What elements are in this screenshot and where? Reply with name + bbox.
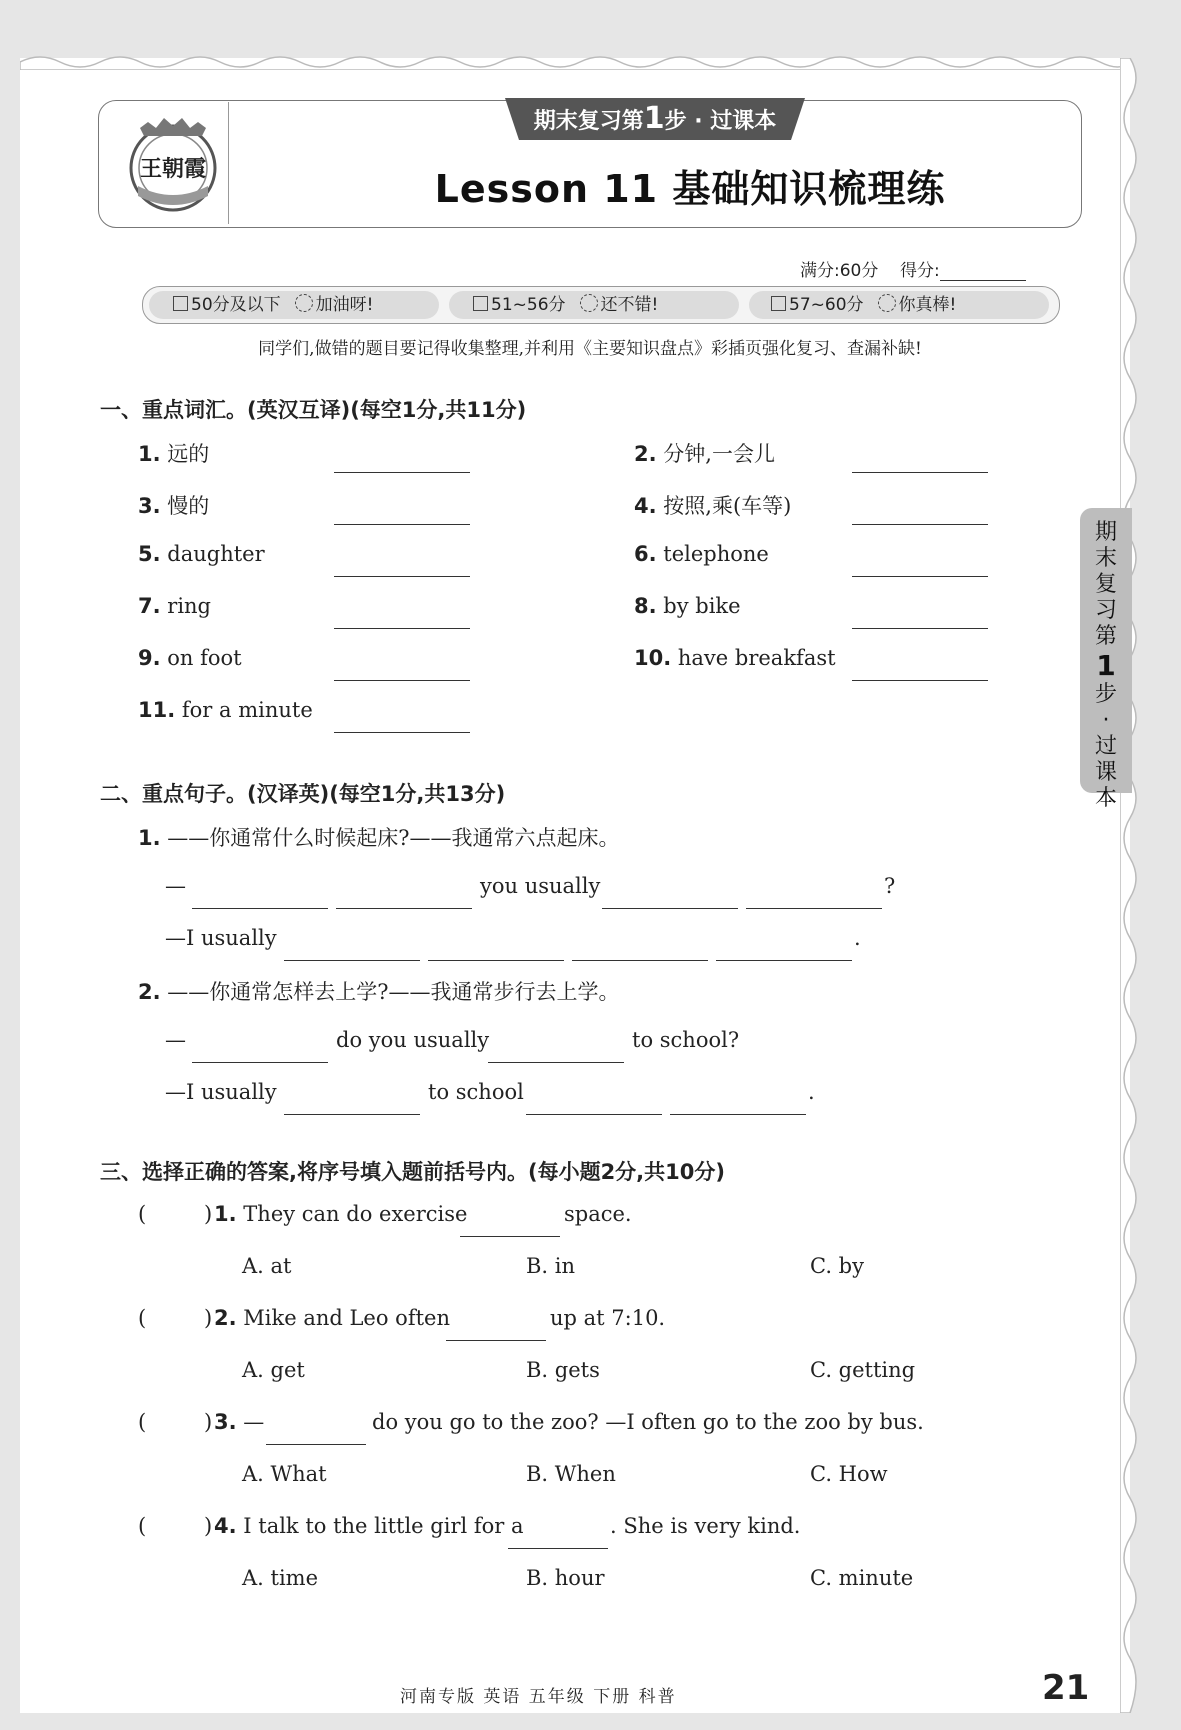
- grade-range: 57~60分: [789, 295, 864, 315]
- grade-option-1[interactable]: [173, 287, 373, 323]
- page-title: Lesson 11 基础知识梳理练: [434, 167, 946, 211]
- mc-q2-paren-open: (: [138, 1306, 147, 1330]
- mc-q4-text: 4. I talk to the little girl for a: [214, 1514, 524, 1538]
- mc-q4-blank[interactable]: [508, 1548, 608, 1549]
- q1-blank-8[interactable]: [716, 960, 852, 961]
- banner-suffix: 步 · 过课本: [664, 109, 777, 134]
- vocab-item-4: 4. 按照,乘(车等): [634, 494, 792, 518]
- footer-info: 河南专版 英语 五年级 下册 科普: [400, 1687, 677, 1707]
- header-divider: [228, 102, 229, 224]
- wavy-border-right: [1120, 58, 1144, 1713]
- vocab-blank-8[interactable]: [852, 628, 988, 629]
- vocab-blank-1[interactable]: [334, 472, 470, 473]
- grade-range: 51~56分: [491, 295, 566, 315]
- mc-q3-option-c[interactable]: C. How: [810, 1462, 888, 1486]
- q1-blank-1[interactable]: [192, 908, 328, 909]
- grade-option-2[interactable]: [473, 287, 658, 323]
- mc-q2-option-b[interactable]: B. gets: [526, 1358, 600, 1382]
- q1-blank-4[interactable]: [746, 908, 882, 909]
- q1-line2-end: .: [854, 926, 861, 950]
- section1-title: 一、重点词汇。(英汉互译)(每空1分,共11分): [100, 398, 527, 422]
- vocab-blank-2[interactable]: [852, 472, 988, 473]
- section2-title: 二、重点句子。(汉译英)(每空1分,共13分): [100, 782, 506, 806]
- vocab-blank-4[interactable]: [852, 524, 988, 525]
- vocab-item-3: 3. 慢的: [138, 494, 210, 518]
- q2-mid-text: do you usually: [336, 1028, 490, 1052]
- mc-q1-option-b[interactable]: B. in: [526, 1254, 576, 1278]
- q1-blank-5[interactable]: [284, 960, 420, 961]
- grade-comment: 你真棒!: [898, 295, 957, 315]
- checkbox-icon[interactable]: [173, 296, 188, 311]
- mc-q1-paren-close: ): [204, 1202, 213, 1226]
- vocab-blank-11[interactable]: [334, 732, 470, 733]
- sentence-q2-line1: —: [165, 1028, 186, 1052]
- sentence-q2-prompt: 2. ——你通常怎样去上学?——我通常步行去上学。: [138, 980, 620, 1004]
- grade-range: 50分及以下: [191, 295, 281, 315]
- mc-q2-option-c[interactable]: C. getting: [810, 1358, 916, 1382]
- vocab-item-9: 9. on foot: [138, 646, 242, 670]
- q2-line2-end: .: [808, 1080, 815, 1104]
- mc-q4-option-a[interactable]: A. time: [242, 1566, 319, 1590]
- page-number: 21: [1042, 1668, 1090, 1708]
- mc-q2-blank[interactable]: [446, 1340, 546, 1341]
- vocab-item-2: 2. 分钟,一会儿: [634, 442, 775, 466]
- mc-q3-paren-open: (: [138, 1410, 147, 1434]
- mc-q2-post: up at 7:10.: [550, 1306, 666, 1330]
- vocab-blank-7[interactable]: [334, 628, 470, 629]
- q1-blank-2[interactable]: [336, 908, 472, 909]
- vocab-item-6: 6. telephone: [634, 542, 769, 566]
- mc-q1-blank[interactable]: [460, 1236, 560, 1237]
- mc-q4-post: . She is very kind.: [610, 1514, 801, 1538]
- checkbox-icon[interactable]: [771, 296, 786, 311]
- mc-q4-paren-open: (: [138, 1514, 147, 1538]
- smiley-icon: [878, 294, 896, 312]
- q1-blank-3[interactable]: [602, 908, 738, 909]
- side-tab-number: 1: [1096, 649, 1116, 682]
- section3-title: 三、选择正确的答案,将序号填入题前括号内。(每小题2分,共10分): [100, 1160, 725, 1184]
- q1-blank-6[interactable]: [428, 960, 564, 961]
- q2-line2-mid: to school: [428, 1080, 524, 1104]
- mc-q3-option-a[interactable]: A. What: [242, 1462, 327, 1486]
- vocab-blank-10[interactable]: [852, 680, 988, 681]
- q2-blank-5[interactable]: [670, 1114, 806, 1115]
- side-tab-text: [1086, 520, 1126, 812]
- mc-q3-paren-close: ): [204, 1410, 213, 1434]
- instruction-note: 同学们,做错的题目要记得收集整理,并利用《主要知识盘点》彩插页强化复习、查漏补缺!: [258, 339, 922, 359]
- brand-logo-text: 王朝霞: [139, 156, 207, 182]
- q2-end-text: to school?: [632, 1028, 740, 1052]
- grade-option-3[interactable]: [771, 287, 956, 323]
- q1-line2-start: —I usually: [165, 926, 277, 950]
- mc-q4-paren-close: ): [204, 1514, 213, 1538]
- sentence-q1-prompt: 1. ——你通常什么时候起床?——我通常六点起床。: [138, 826, 620, 850]
- vocab-item-7: 7. ring: [138, 594, 212, 618]
- mc-q3-post: do you go to the zoo? —I often go to the zoo by bus.: [372, 1410, 924, 1434]
- mc-q2-text: 2. Mike and Leo often: [214, 1306, 450, 1330]
- q2-blank-2[interactable]: [488, 1062, 624, 1063]
- vocab-blank-9[interactable]: [334, 680, 470, 681]
- vocab-blank-5[interactable]: [334, 576, 470, 577]
- grade-comment: 还不错!: [600, 295, 659, 315]
- q1-blank-7[interactable]: [572, 960, 708, 961]
- brand-logo: [118, 108, 228, 218]
- grade-comment: 加油呀!: [315, 295, 374, 315]
- got-score-label: 得分:: [899, 261, 940, 281]
- sentence-q1-line1: —: [165, 874, 186, 898]
- banner-prefix: 期末复习第: [533, 109, 644, 134]
- wavy-border-top: [20, 48, 1130, 70]
- vocab-item-1: 1. 远的: [138, 442, 210, 466]
- full-score-label: 满分:60分: [800, 261, 879, 281]
- checkbox-icon[interactable]: [473, 296, 488, 311]
- smiley-icon: [295, 294, 313, 312]
- score-blank[interactable]: [940, 262, 1026, 281]
- worksheet-page: [20, 58, 1130, 1713]
- review-banner: [505, 100, 805, 138]
- q2-line2-start: —I usually: [165, 1080, 277, 1104]
- vocab-item-10: 10. have breakfast: [634, 646, 836, 670]
- grade-bar: [142, 286, 1060, 324]
- mc-q1-post: space.: [564, 1202, 632, 1226]
- vocab-item-8: 8. by bike: [634, 594, 741, 618]
- q1-end-mark: ?: [884, 874, 896, 898]
- mc-q1-option-c[interactable]: C. by: [810, 1254, 864, 1278]
- score-line: [800, 256, 1060, 281]
- q2-blank-3[interactable]: [284, 1114, 420, 1115]
- smiley-icon: [580, 294, 598, 312]
- mc-q4-option-c[interactable]: C. minute: [810, 1566, 914, 1590]
- vocab-item-5: 5. daughter: [138, 542, 265, 566]
- banner-step-number: 1: [643, 101, 665, 136]
- mc-q1-text: 1. They can do exercise: [214, 1202, 468, 1226]
- side-tab-prefix: 期 末 复 习 第: [1094, 520, 1117, 649]
- mc-q3-blank[interactable]: [266, 1444, 366, 1445]
- mc-q4-option-b[interactable]: B. hour: [526, 1566, 605, 1590]
- q2-blank-4[interactable]: [526, 1114, 662, 1115]
- vocab-blank-6[interactable]: [852, 576, 988, 577]
- mc-q3-text: 3. —: [214, 1410, 265, 1434]
- vocab-blank-3[interactable]: [334, 524, 470, 525]
- q2-blank-1[interactable]: [192, 1062, 328, 1063]
- mc-q2-option-a[interactable]: A. get: [242, 1358, 305, 1382]
- mc-q1-option-a[interactable]: A. at: [242, 1254, 292, 1278]
- q1-mid-text: you usually: [480, 874, 601, 898]
- mc-q2-paren-close: ): [204, 1306, 213, 1330]
- mc-q3-option-b[interactable]: B. When: [526, 1462, 616, 1486]
- vocab-item-11: 11. for a minute: [138, 698, 313, 722]
- side-tab-suffix: 步 · 过 课 本: [1094, 682, 1117, 811]
- mc-q1-paren-open: (: [138, 1202, 147, 1226]
